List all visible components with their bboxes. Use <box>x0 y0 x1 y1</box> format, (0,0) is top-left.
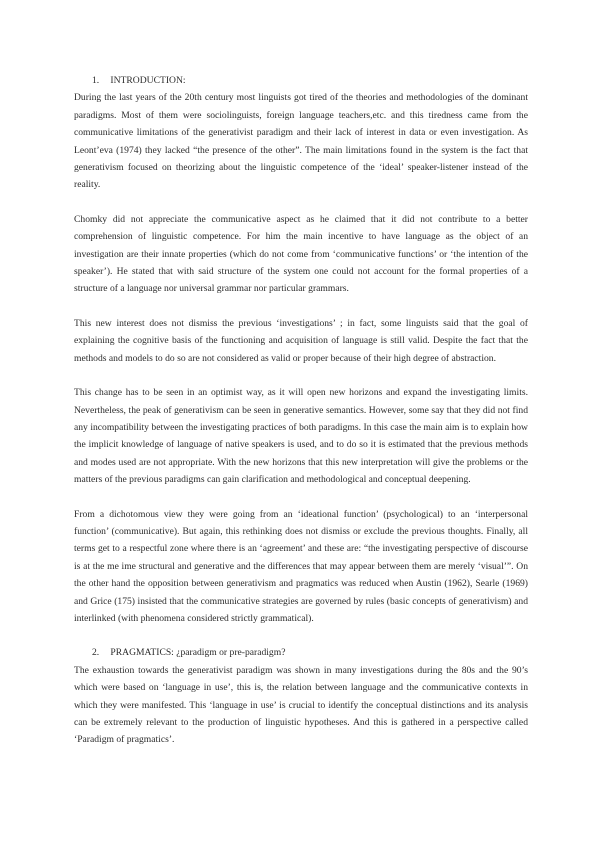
section-title: PRAGMATICS: ¿paradigm or pre-paradigm? <box>110 647 286 659</box>
paragraph-intro-3: This new interest does not dismiss the previous ‘investigations’ ; in fact, some linguists said that the goal of explaining the cognitive basis of the functioning and acquisition of language is still valid. Despite the fact that the methods and models to do so are not considered as valid or proper because of their high degree of abstraction. <box>74 317 528 364</box>
section-number: 1. <box>92 75 100 86</box>
paragraph-intro-1: During the last years of the 20th century most linguists got tired of the theories and methodologies of the dominant paradigms. Most of them were sociolinguists, foreign language teachers,etc. and this tiredness came from the communicative limitations of the generativist paradigm and their lack of interest in data or even investigation. As Leont’eva (1974) they lacked “the presence of the other”. The main limitations found in the system is the fact that generativism focused on theorizing about the linguistic competence of the ‘ideal’ speaker-listener instead of the reality. <box>74 92 528 191</box>
paragraph-intro-2: Chomky did not appreciate the communicative aspect as he claimed that it did not contribute to a better comprehension of linguistic competence. For him the main incentive to have language as the object of an investigation are their innate properties (which do not come from ‘communicative functions’ or ‘the intention of the speaker’). He stated that with said structure of the system one could not account for the formal properties of a structure of a language nor universal grammar nor particular grammars. <box>74 213 528 295</box>
paragraph-pragmatics-1: The exhaustion towards the generativist paradigm was shown in many investigations during the 80s and the 90’s which were based on ‘language in use’, this is, the relation between language and the communicative contexts in which they were manifested. This ‘language in use’ is crucial to identify the conceptual distinctions and its analysis can be extremely relevant to the production of linguistic hypotheses. And this is gathered in a perspective called ‘Paradigm of pragmatics’. <box>74 664 528 746</box>
section-number: 2. <box>92 647 100 659</box>
section-heading-pragmatics <box>92 644 528 661</box>
section-heading-introduction <box>92 72 528 89</box>
paragraph-intro-5: From a dichotomous view they were going from an ‘ideational function’ (psychological) to an ‘interpersonal function’ (communicative). But again, this rethinking does not dismiss or exclude the previous thoughts. Finally, all terms get to a respectful zone where there is an ‘agreement’ and these are: “the investigating perspective of discourse is at the me ime structural and generative and the differences that may appear between them are merely ‘visual’”. On the other hand the opposition between generativism and pragmatics was reduced when Austin (1962), Searle (1969) and Grice (175) insisted that the communicative strategies are governed by rules (basic concepts of generativism) and interlinked (with phenomena considered strictly grammatical). <box>74 508 528 624</box>
section-title: INTRODUCTION: <box>110 75 186 86</box>
paragraph-intro-4: This change has to be seen in an optimist way, as it will open new horizons and expand the investigating limits. Nevertheless, the peak of generativism can be seen in generative semantics. However, some say that they did not find any incompatibility between the investigating practices of both paradigms. In this case the main aim is to explain how the implicit knowledge of language of native speakers is used, and to do so it is estimated that the previous methods and modes used are not appropriate. With the new horizons that this new interpretation will give the problems or the matters of the previous paradigms can gain clarification and methodological and conceptual deepening. <box>74 387 528 486</box>
